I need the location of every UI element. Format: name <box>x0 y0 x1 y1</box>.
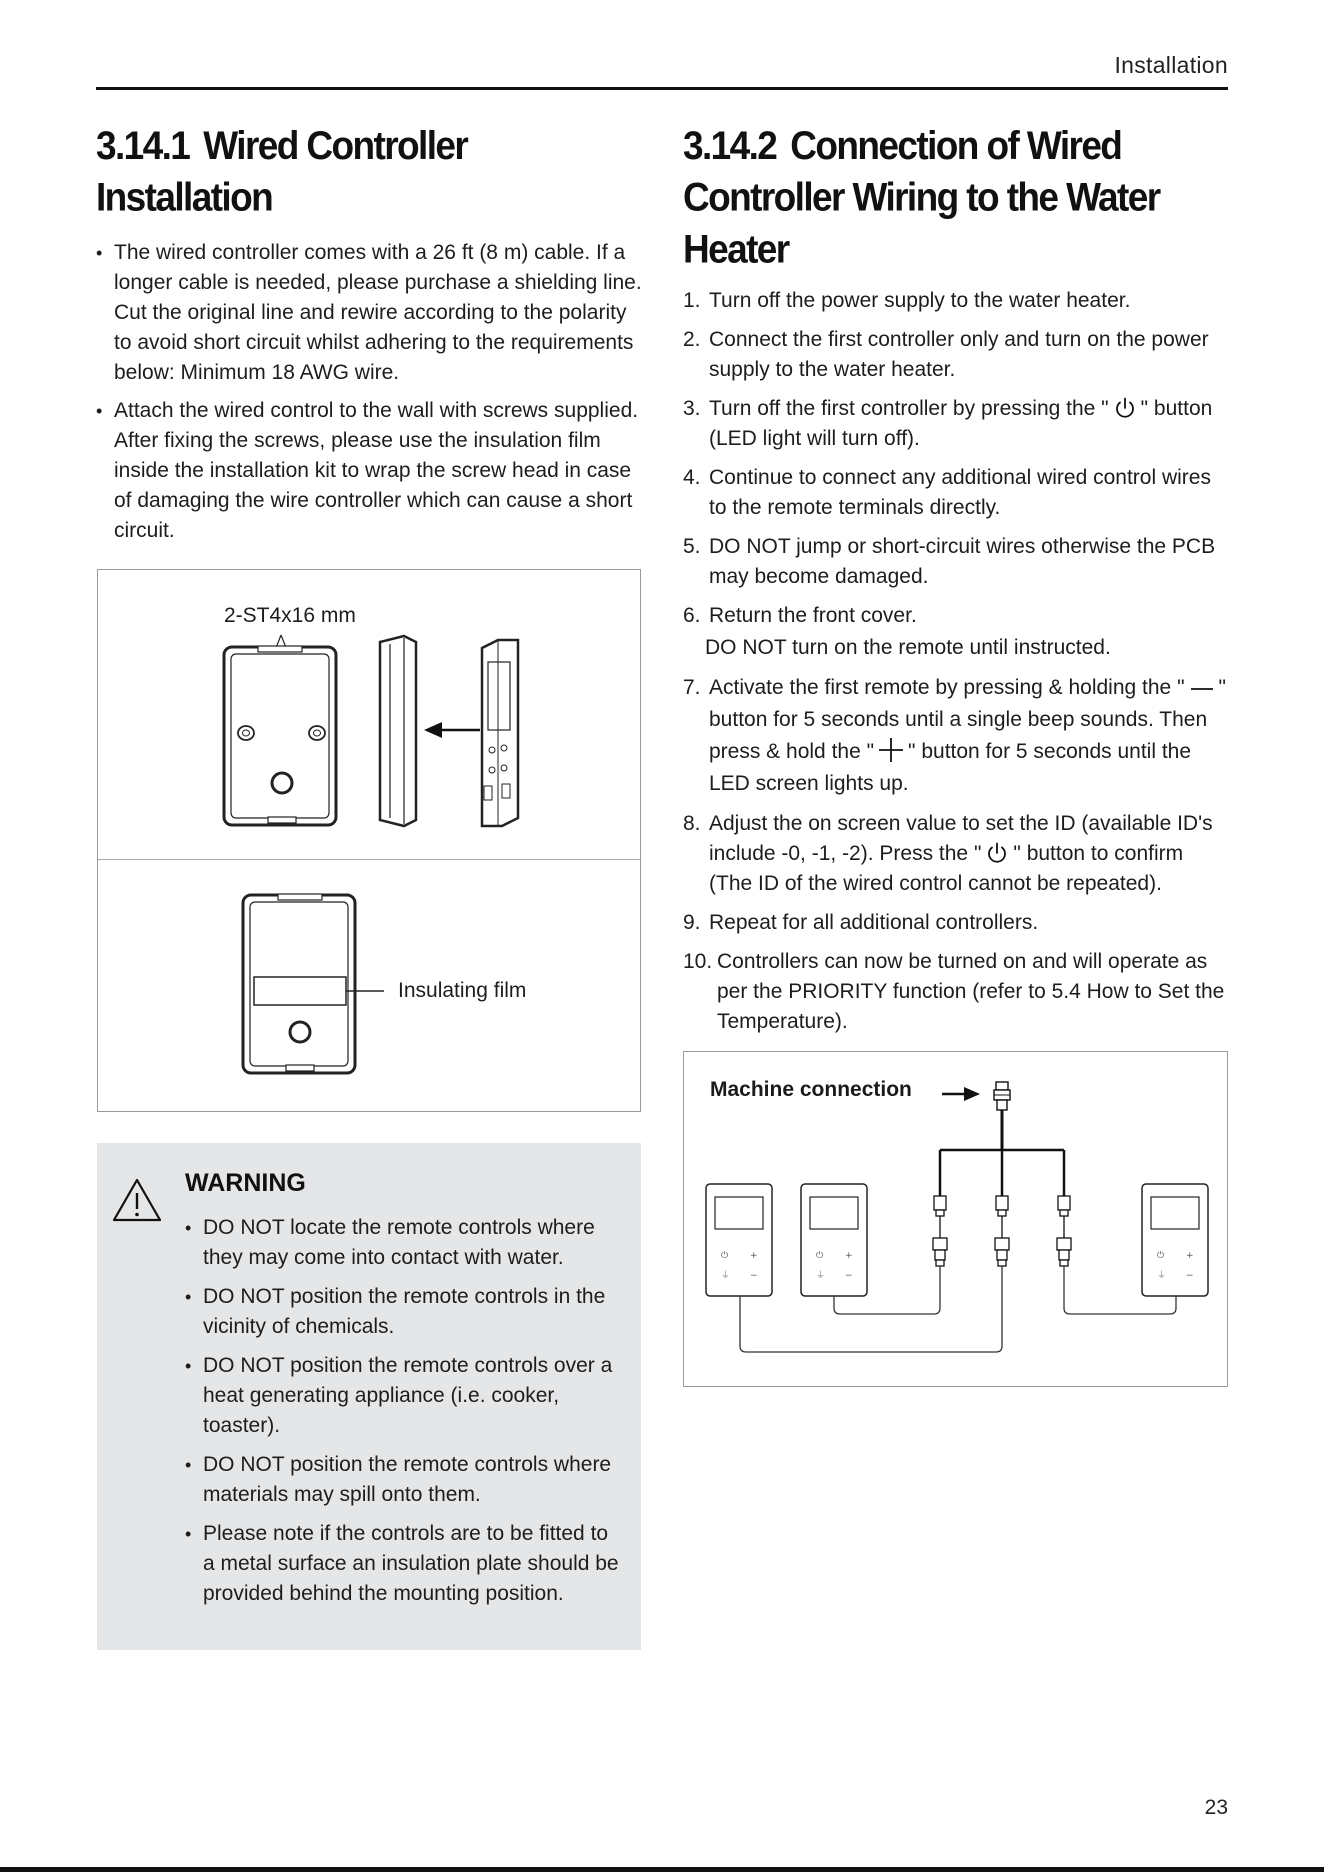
step-text: Return the front cover. <box>709 604 917 627</box>
section-title-text: Wired Controller Installation <box>96 123 468 220</box>
instruction-note: DO NOT turn on the remote until instructed. <box>705 636 1111 659</box>
step-item <box>683 463 1228 523</box>
step-item <box>683 947 1228 1037</box>
list-item: • DO NOT locate the remote controls where they may come into contact with water. <box>185 1213 625 1273</box>
step-text: Turn off the first controller by pressing the " <box>709 397 1109 420</box>
svg-text:+: + <box>750 1251 758 1261</box>
connection-steps <box>683 286 1228 631</box>
list-item: • DO NOT position the remote controls over a heat generating appliance (i.e. cooker, toaster). <box>185 1351 625 1441</box>
plus-icon <box>878 737 904 763</box>
svg-text:−: − <box>750 1271 758 1281</box>
step-item <box>683 325 1228 385</box>
minus-icon <box>1189 683 1215 699</box>
step-number: 3. <box>683 397 701 420</box>
step-number: 2. <box>683 328 701 351</box>
installation-figure <box>97 569 641 1112</box>
svg-text:+: + <box>845 1251 853 1261</box>
left-column <box>96 120 642 1605</box>
section-title-text: Connection of Wired Controller Wiring to the Water Heater <box>683 123 1160 272</box>
list-item: • Attach the wired control to the wall with screws supplied. After fixing the screws, please use the insulation film inside the installation kit to wrap the screw head in case of damaging the wire controller which can cause a short circuit. <box>96 396 642 546</box>
warning-list <box>185 1205 625 1618</box>
svg-text:⏚: ⏚ <box>816 1271 826 1281</box>
page-number: 23 <box>1204 1796 1228 1819</box>
step-text: " button for 5 seconds until a single beep sounds. Then press & hold the " <box>709 676 1226 763</box>
page-bottom-edge <box>0 1867 1324 1872</box>
step-text: Adjust the on screen value to set the ID (available ID's include -0, -1, -2). Press the " <box>709 812 1213 865</box>
step-item <box>683 809 1228 899</box>
list-item: • Please note if the controls are to be fitted to a metal surface an insulation plate should be provided behind the mounting position. <box>185 1519 625 1609</box>
svg-text:⏻: ⏻ <box>721 1251 729 1261</box>
step-text: Continue to connect any additional wired control wires to the remote terminals directly. <box>709 466 1211 519</box>
step-text: Turn off the power supply to the water heater. <box>709 289 1131 312</box>
step-item <box>683 601 1228 631</box>
section-number: 3.14.2 <box>683 123 777 168</box>
step-number: 7. <box>683 676 701 699</box>
section-number: 3.14.1 <box>96 123 190 168</box>
step-number: 6. <box>683 604 701 627</box>
warning-box <box>97 1143 641 1650</box>
step-text: Controllers can now be turned on and will operate as per the PRIORITY function (refer to 5.4 How to Set the Temperature). <box>717 950 1225 1033</box>
step-number: 1. <box>683 289 701 312</box>
step-text: Repeat for all additional controllers. <box>709 911 1039 934</box>
right-column <box>683 120 1228 1281</box>
step-number: 10. <box>683 950 713 973</box>
step-text: " button to confirm (The ID of the wired control cannot be repeated). <box>709 842 1184 895</box>
step-text: DO NOT jump or short-circuit wires otherwise the PCB may become damaged. <box>709 535 1216 588</box>
insulating-film-label: Insulating film <box>398 979 527 1002</box>
machine-connection-diagram <box>683 1051 1228 1387</box>
section-title-wired-controller-installation <box>96 120 642 224</box>
step-text: " button for 5 seconds until the LED screen lights up. <box>709 740 1192 795</box>
step-item <box>683 286 1228 316</box>
step-item <box>683 532 1228 592</box>
installation-bullets <box>96 238 642 546</box>
warning-title: WARNING <box>185 1169 306 1197</box>
step-number: 9. <box>683 911 701 934</box>
step-number: 8. <box>683 812 701 835</box>
step-item <box>683 394 1228 454</box>
screw-label: 2-ST4x16 mm <box>224 604 356 627</box>
power-icon <box>985 841 1009 865</box>
list-item: • The wired controller comes with a 26 ft (8 m) cable. If a longer cable is needed, please purchase a shielding line. Cut the original line and rewire according to the polarity to avoid short circuit whilst adhering to the requirements below: Minimum 18 AWG wire. <box>96 238 642 388</box>
step-text: Connect the first controller only and turn on the power supply to the water heater. <box>709 328 1209 381</box>
insulating-film-diagram <box>98 860 642 1110</box>
list-item: • DO NOT position the remote controls in the vicinity of chemicals. <box>185 1282 625 1342</box>
mounting-diagram <box>98 570 642 859</box>
step-item <box>683 672 1228 800</box>
svg-text:−: − <box>1186 1271 1194 1281</box>
svg-text:+: + <box>1186 1251 1194 1261</box>
section-title-connection-of-wired-controller <box>683 120 1228 276</box>
machine-connection-label: Machine connection <box>710 1078 912 1101</box>
svg-text:−: − <box>845 1271 853 1281</box>
svg-text:⏚: ⏚ <box>1157 1271 1167 1281</box>
power-icon <box>1113 396 1137 420</box>
svg-text:⏻: ⏻ <box>816 1251 824 1261</box>
connection-steps-continued <box>683 672 1228 1037</box>
step-text: Activate the first remote by pressing & holding the " <box>709 676 1185 699</box>
header-section-label: Installation <box>1114 52 1228 78</box>
warning-triangle-icon <box>111 1177 163 1223</box>
wiring-diagram <box>684 1052 1227 1386</box>
list-item: • DO NOT position the remote controls where materials may spill onto them. <box>185 1450 625 1510</box>
step-item <box>683 908 1228 938</box>
step-number: 4. <box>683 466 701 489</box>
step-number: 5. <box>683 535 701 558</box>
svg-text:⏚: ⏚ <box>721 1271 731 1281</box>
header-rule <box>96 87 1228 90</box>
svg-text:⏻: ⏻ <box>1157 1251 1165 1261</box>
step-text: " button (LED light will turn off). <box>709 397 1213 450</box>
